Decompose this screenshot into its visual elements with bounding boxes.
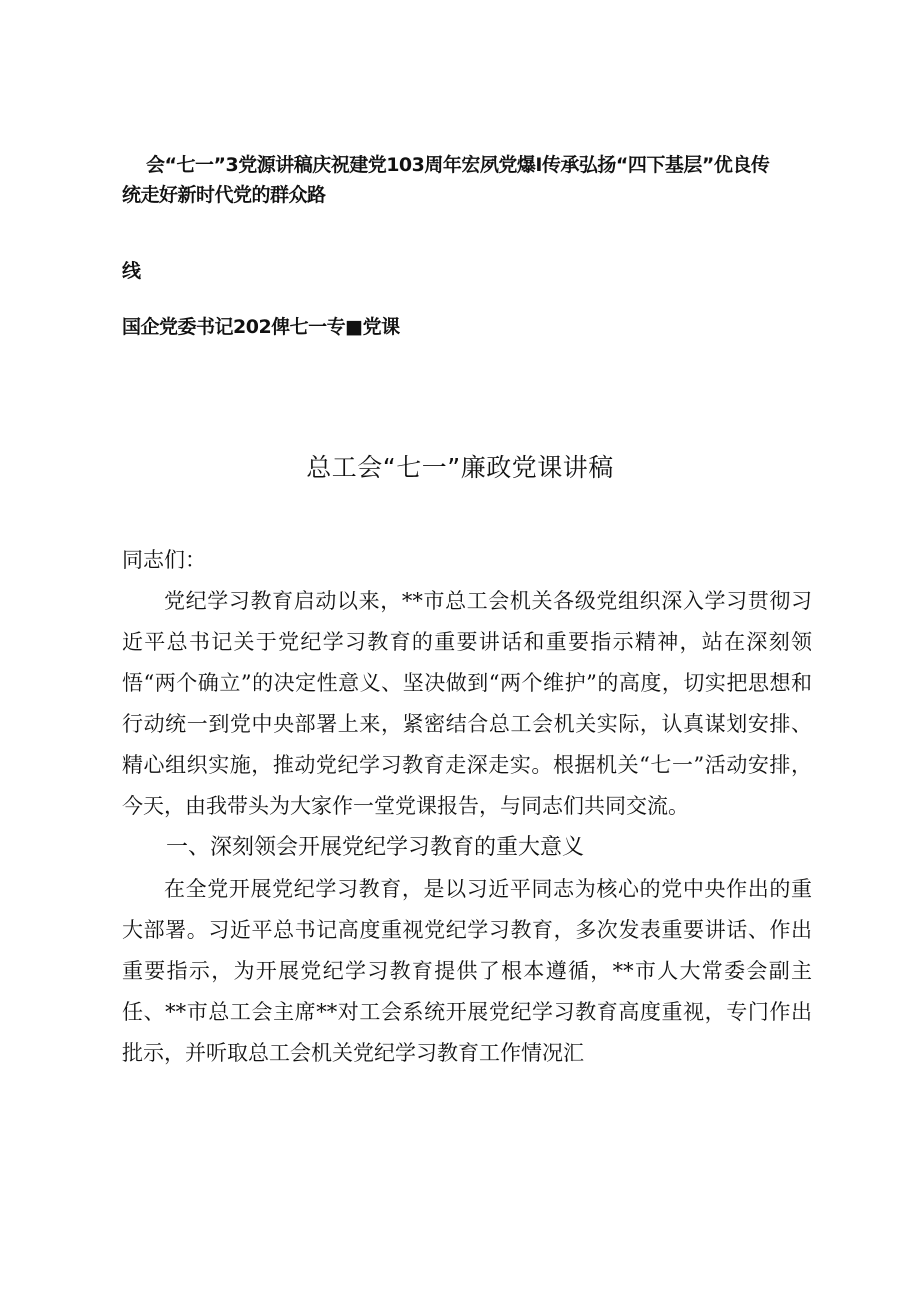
header-title-line-2: 统走好新时代党的群众路 <box>122 184 326 206</box>
header-title-line-1: 会“七一”3党源讲稿庆祝建党103周年宏夙党爆I传承弘扬“四下基层”优良传 <box>146 154 770 176</box>
section-heading-1: 一、深刻领会开展党纪学习教育的重大意义 <box>166 835 585 860</box>
header-title-line-3: 线 <box>122 260 141 282</box>
document-header <box>122 150 812 342</box>
header-subtitle: 国企党委书记202俾七一专■党课 <box>122 316 400 338</box>
salutation: 同志们： <box>122 548 206 572</box>
paragraph-2: 在全党开展党纪学习教育，是以习近平同志为核心的党中央作出的重大部署。习近平总书记高度重视党纪学习教育，多次发表重要讲话、作出重要指示，为开展党纪学习教育提供了根本遵循，**市人大常委会副主任、**市总工会主席**对工会系统开展党纪学习教育高度重视，专门作出批示，并听取总工会机关党纪学习教育工作情况汇 <box>122 877 812 1065</box>
document-body <box>122 540 812 1074</box>
document-title: 总工会“七一”廉政党课讲稿 <box>306 453 614 482</box>
paragraph-1: 党纪学习教育启动以来，**市总工会机关各级党组织深入学习贯彻习近平总书记关于党纪学习教育的重要讲话和重要指示精神，站在深刻领悟“两个确立”的决定性意义、坚决做到“两个维护”的高度，切实把思想和行动统一到党中央部署上来，紧密结合总工会机关实际，认真谋划安排、精心组织实施，推动党纪学习教育走深走实。根据机关“七一”活动安排，今天，由我带头为大家作一堂党课报告，与同志们共同交流。 <box>122 589 812 818</box>
